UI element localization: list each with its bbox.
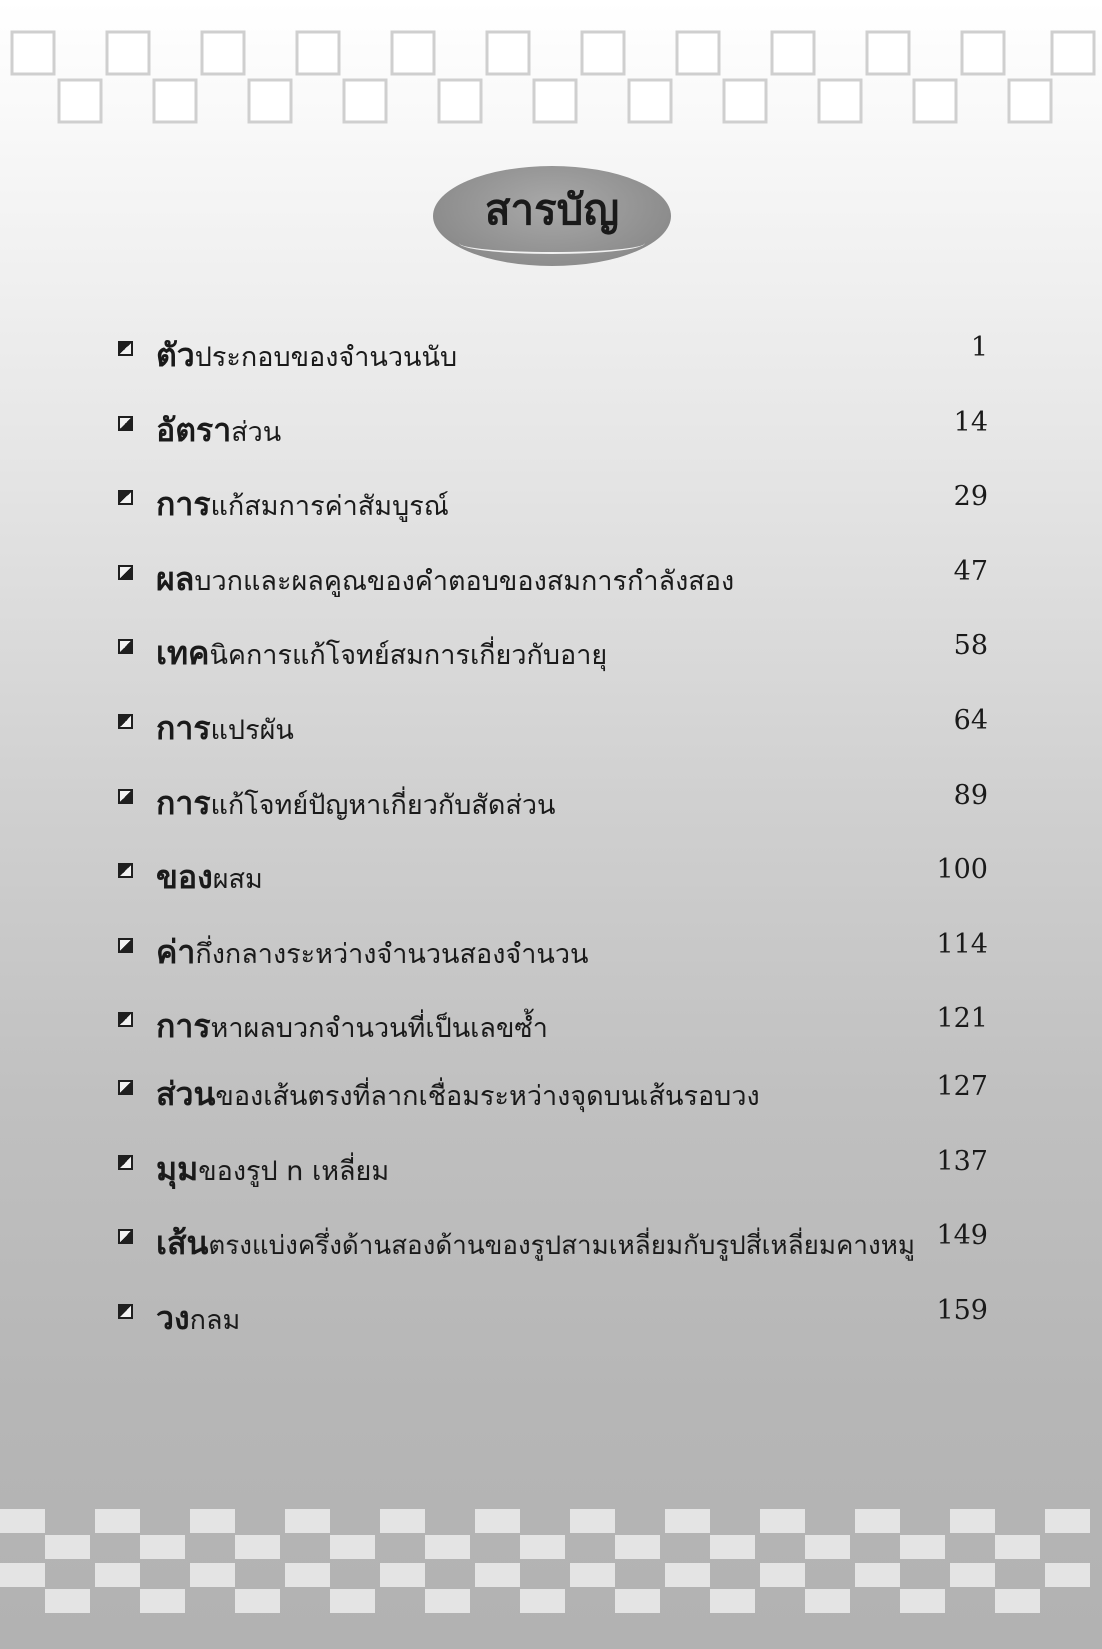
toc-entry-rest: ตรงแบ่งครึ่งด้านสองด้านของรูปสามเหลี่ยมกับรูปสี่เหลี่ยมคางหมู [208,1231,915,1261]
toc-entry-rest: กึ่งกลางระหว่างจำนวนสองจำนวน [195,939,589,970]
toc-entry-title [156,703,294,754]
toc-entry-page: 121 [936,1003,988,1034]
toc-entry-rest: กลม [189,1305,241,1336]
toc-entry-page: 58 [953,630,988,661]
toc-entry[interactable] [0,697,1102,747]
page-title: สารบัญ [484,185,620,234]
toc-entry-title [156,1001,548,1052]
toc-entry[interactable] [0,772,1102,822]
toc-entry-page: 29 [953,481,988,512]
toc-entry-rest: ของเส้นตรงที่ลากเชื่อมระหว่างจุดบนเส้นรอบวง [215,1081,760,1112]
bullet-square-icon [118,863,133,878]
toc-entry[interactable] [0,1212,1102,1262]
toc-entry[interactable] [0,399,1102,449]
bullet-square-icon [118,416,133,431]
toc-entry-lead: วง [156,1299,190,1337]
toc-entry-lead: การ [156,709,211,747]
toc-entry-lead: การ [156,485,211,523]
toc-entry-lead: ส่วน [156,1075,216,1113]
toc-entry[interactable] [0,1287,1102,1337]
toc-entry-lead: ผล [156,560,195,598]
bullet-square-icon [118,714,133,729]
toc-entry-lead: มุม [156,1150,199,1188]
toc-entry-title [156,778,555,829]
toc-entry-lead: การ [156,784,211,822]
toc-entry-page: 159 [936,1295,988,1326]
toc-entry-rest: แก้โจทย์ปัญหาเกี่ยวกับสัดส่วน [210,790,556,821]
toc-entry-page: 114 [936,929,988,960]
toc-entry-rest: แปรผัน [210,715,294,746]
toc-entry-rest: ประกอบของจำนวนนับ [194,342,458,373]
bullet-square-icon [118,938,133,953]
toc-entry-page: 47 [953,556,988,587]
toc-entry-title [156,628,607,679]
toc-entry-title [156,852,263,903]
toc-entry[interactable] [0,1063,1102,1113]
toc-entry-page: 127 [936,1071,988,1102]
toc-entry-lead: เทค [156,634,210,672]
bullet-square-icon [118,490,133,505]
toc-entry-lead: เส้น [156,1224,209,1262]
toc-entry-rest: แก้สมการค่าสัมบูรณ์ [210,491,449,522]
toc-entry[interactable] [0,846,1102,896]
toc-entry[interactable] [0,921,1102,971]
toc-entry-page: 1 [970,332,988,363]
toc-entry-title [156,1218,915,1269]
toc-entry-page: 89 [953,780,988,811]
toc-entry-title [156,927,588,978]
bullet-square-icon [118,1012,133,1027]
toc-entry[interactable] [0,548,1102,598]
bullet-square-icon [118,1080,133,1095]
toc-entry[interactable] [0,995,1102,1045]
toc-entry-title [156,554,734,605]
bullet-square-icon [118,639,133,654]
top-checker-decoration [0,0,1102,140]
toc-entry-title [156,330,457,381]
bullet-square-icon [118,565,133,580]
bullet-square-icon [118,1155,133,1170]
toc-entry[interactable] [0,473,1102,523]
toc-entry[interactable] [0,1138,1102,1188]
toc-entry-page: 100 [936,854,988,885]
bullet-square-icon [118,1229,133,1244]
toc-entry-rest: นิคการแก้โจทย์สมการเกี่ยวกับอายุ [209,640,608,671]
bullet-square-icon [118,789,133,804]
toc-entry-rest: ผสม [212,864,263,895]
toc-entry-title [156,405,281,456]
toc-entry-rest: ส่วน [231,417,282,448]
title-badge-arc [459,232,645,254]
toc-entry-page: 14 [953,407,988,438]
title-badge [433,166,671,266]
toc-entry-rest: บวกและผลคูณของคำตอบของสมการกำลังสอง [194,566,735,597]
toc-entry-lead: ตัว [156,336,195,374]
toc-entry[interactable] [0,324,1102,374]
bottom-checker-decoration [0,1505,1102,1649]
toc-entry-lead: การ [156,1007,211,1045]
bullet-square-icon [118,1304,133,1319]
toc-entry-page: 64 [953,705,988,736]
toc-entry-rest: ของรูป n เหลี่ยม [198,1156,390,1187]
toc-entry-rest: หาผลบวกจำนวนที่เป็นเลขซ้ำ [210,1013,548,1044]
toc-entry-lead: ของ [156,858,213,896]
toc-entry-page: 137 [936,1146,988,1177]
toc-entry-title [156,479,449,530]
toc-entry-title [156,1144,389,1195]
toc-entry[interactable] [0,622,1102,672]
toc-entry-title [156,1293,240,1344]
toc-entry-lead: ค่า [156,933,196,971]
toc-entry-lead: อัตรา [156,411,232,449]
toc-entry-page: 149 [936,1220,988,1251]
bullet-square-icon [118,341,133,356]
toc-entry-title [156,1069,760,1120]
